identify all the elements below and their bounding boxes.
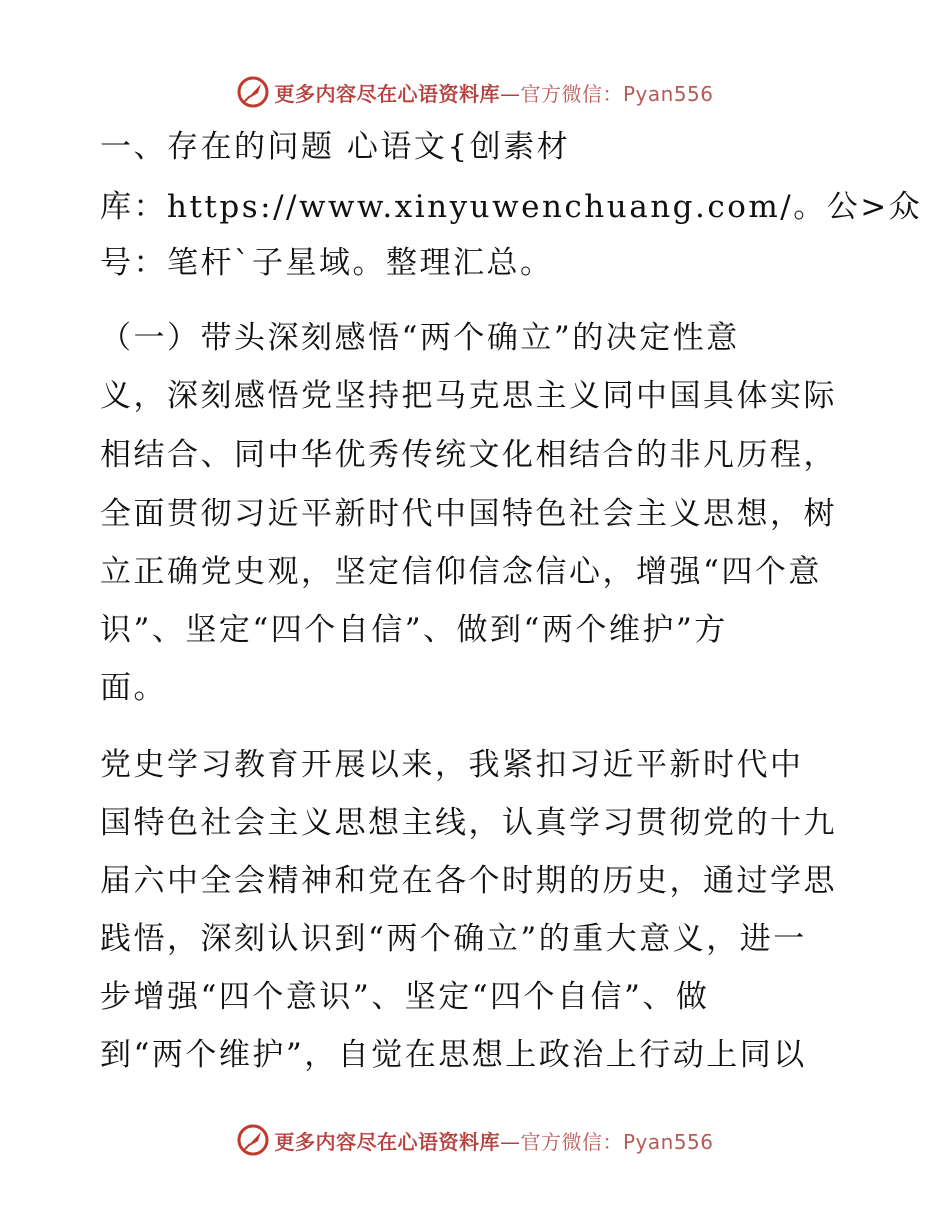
heading-line: 号：笔杆`子星域。整理汇总。	[100, 245, 554, 281]
paragraph-line: 到“两个维护”，自觉在思想上政治上行动上同以	[100, 1037, 807, 1073]
paragraph-line: 践悟，深刻认识到“两个确立”的重大意义，进一	[100, 921, 807, 957]
banner-main-text: 更多内容尽在心语资料库	[274, 1129, 500, 1154]
heading-line: 一、存在的问题 心语文{创素材	[100, 129, 571, 165]
footer-banner	[0, 1120, 950, 1160]
banner-sub-text: 官方微信：	[520, 81, 623, 106]
paragraph-line: 党史学习教育开展以来，我紧扣习近平新时代中	[100, 747, 804, 783]
header-banner	[0, 72, 950, 112]
paragraph-line: 步增强“四个意识”、坚定“四个自信”、做	[100, 979, 710, 1015]
banner-dash: —	[499, 1129, 521, 1154]
section-line: 立正确党史观，坚定信仰信念信心，增强“四个意	[100, 554, 822, 590]
banner-text	[274, 78, 713, 107]
section-line: 面。	[100, 670, 167, 706]
banner-wechat-id: Pyan556	[622, 81, 714, 106]
section-line: （一）带头深刻感悟“两个确立”的决定性意	[100, 320, 740, 356]
banner-wechat-id: Pyan556	[622, 1129, 714, 1154]
banner-text	[274, 1126, 713, 1155]
paragraph-line: 国特色社会主义思想主线，认真学习贯彻党的十九	[100, 805, 837, 841]
banner-dash: —	[499, 81, 521, 106]
section-line: 义，深刻感悟党坚持把马克思主义同中国具体实际	[100, 378, 837, 414]
heading-line: 库：https://www.xinyuwenchuang.com/。公>众	[100, 189, 923, 225]
quill-logo-icon	[236, 1123, 270, 1157]
section-line: 识”、坚定“四个自信”、做到“两个维护”方	[100, 612, 728, 648]
quill-logo-icon	[236, 75, 270, 109]
section-line: 全面贯彻习近平新时代中国特色社会主义思想，树	[100, 496, 837, 532]
banner-sub-text: 官方微信：	[520, 1129, 623, 1154]
section-line: 相结合、同中华优秀传统文化相结合的非凡历程，	[100, 437, 837, 473]
banner-main-text: 更多内容尽在心语资料库	[274, 81, 500, 106]
paragraph-line: 届六中全会精神和党在各个时期的历史，通过学思	[100, 863, 837, 899]
